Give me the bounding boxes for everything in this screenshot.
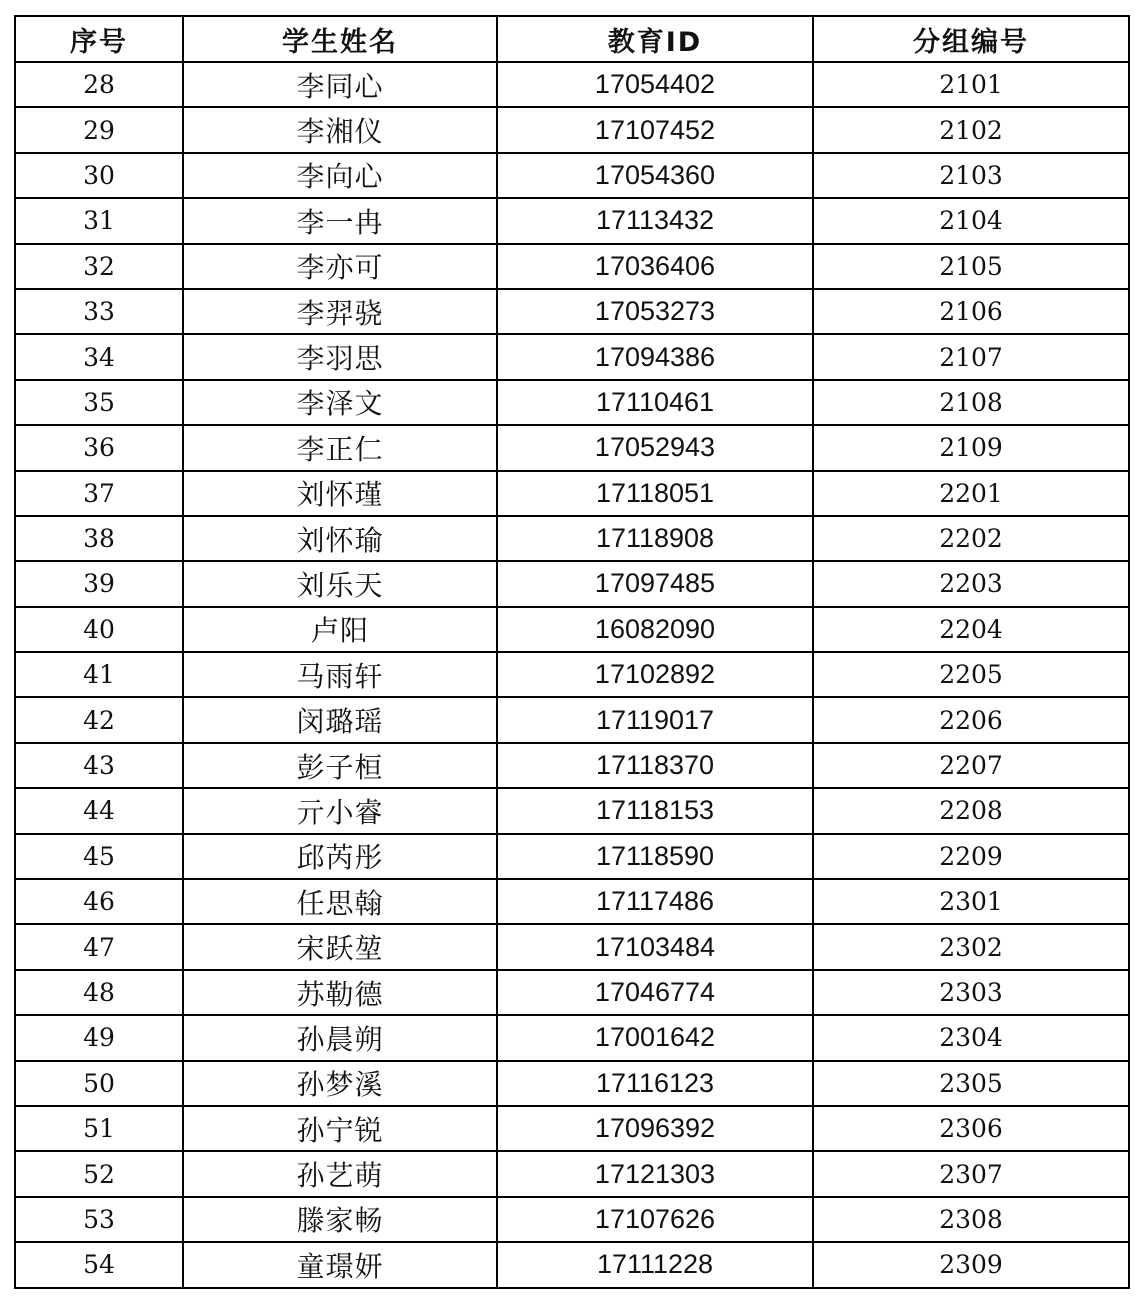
cell-seq: 39 <box>15 561 183 606</box>
cell-group-number: 2305 <box>813 1061 1129 1106</box>
table-row <box>15 471 1129 516</box>
table-row <box>15 697 1129 742</box>
cell-group-number: 2104 <box>813 198 1129 243</box>
table-row <box>15 1061 1129 1106</box>
cell-group-number: 2208 <box>813 788 1129 833</box>
header-group-number: 分组编号 <box>813 16 1129 62</box>
cell-seq: 40 <box>15 607 183 652</box>
cell-seq: 37 <box>15 471 183 516</box>
cell-group-number: 2101 <box>813 62 1129 107</box>
cell-education-id: 17113432 <box>497 198 813 243</box>
cell-seq: 36 <box>15 425 183 470</box>
cell-group-number: 2301 <box>813 879 1129 924</box>
cell-student-name: 闵璐瑶 <box>183 697 497 742</box>
header-education-id: 教育ID <box>497 16 813 62</box>
cell-group-number: 2205 <box>813 652 1129 697</box>
cell-seq: 32 <box>15 244 183 289</box>
table-row <box>15 1106 1129 1151</box>
table-row <box>15 107 1129 152</box>
cell-education-id: 17118908 <box>497 516 813 561</box>
cell-student-name: 李同心 <box>183 62 497 107</box>
cell-student-name: 刘怀瑜 <box>183 516 497 561</box>
cell-seq: 51 <box>15 1106 183 1151</box>
cell-seq: 33 <box>15 289 183 334</box>
cell-seq: 46 <box>15 879 183 924</box>
cell-education-id: 17118590 <box>497 834 813 879</box>
cell-student-name: 宋跃堃 <box>183 924 497 969</box>
cell-education-id: 17096392 <box>497 1106 813 1151</box>
cell-seq: 43 <box>15 743 183 788</box>
table-row <box>15 1151 1129 1196</box>
cell-group-number: 2202 <box>813 516 1129 561</box>
cell-student-name: 孙晨朔 <box>183 1015 497 1060</box>
table-row <box>15 289 1129 334</box>
cell-education-id: 17046774 <box>497 970 813 1015</box>
cell-student-name: 亓小睿 <box>183 788 497 833</box>
cell-group-number: 2204 <box>813 607 1129 652</box>
cell-seq: 45 <box>15 834 183 879</box>
cell-education-id: 17094386 <box>497 334 813 379</box>
cell-education-id: 17001642 <box>497 1015 813 1060</box>
cell-education-id: 17054402 <box>497 62 813 107</box>
cell-education-id: 17107452 <box>497 107 813 152</box>
cell-group-number: 2307 <box>813 1151 1129 1196</box>
cell-student-name: 滕家畅 <box>183 1197 497 1242</box>
cell-student-name: 孙宁锐 <box>183 1106 497 1151</box>
cell-seq: 47 <box>15 924 183 969</box>
student-roster-table <box>14 15 1130 1289</box>
table-row <box>15 244 1129 289</box>
cell-group-number: 2303 <box>813 970 1129 1015</box>
cell-student-name: 卢阳 <box>183 607 497 652</box>
table-row <box>15 607 1129 652</box>
table-header <box>15 16 1129 62</box>
cell-education-id: 17119017 <box>497 697 813 742</box>
cell-education-id: 17097485 <box>497 561 813 606</box>
cell-group-number: 2206 <box>813 697 1129 742</box>
table-row <box>15 425 1129 470</box>
table-row <box>15 380 1129 425</box>
cell-group-number: 2109 <box>813 425 1129 470</box>
cell-education-id: 17054360 <box>497 153 813 198</box>
table-row <box>15 561 1129 606</box>
cell-group-number: 2309 <box>813 1242 1129 1287</box>
cell-seq: 29 <box>15 107 183 152</box>
cell-student-name: 孙艺萌 <box>183 1151 497 1196</box>
table-row <box>15 924 1129 969</box>
cell-seq: 41 <box>15 652 183 697</box>
header-seq: 序号 <box>15 16 183 62</box>
header-student-name: 学生姓名 <box>183 16 497 62</box>
cell-education-id: 17111228 <box>497 1242 813 1287</box>
table-row <box>15 62 1129 107</box>
cell-education-id: 17110461 <box>497 380 813 425</box>
cell-student-name: 李泽文 <box>183 380 497 425</box>
table-row <box>15 153 1129 198</box>
cell-group-number: 2207 <box>813 743 1129 788</box>
cell-student-name: 童璟妍 <box>183 1242 497 1287</box>
cell-student-name: 李羿骁 <box>183 289 497 334</box>
cell-seq: 35 <box>15 380 183 425</box>
cell-seq: 52 <box>15 1151 183 1196</box>
cell-student-name: 李羽思 <box>183 334 497 379</box>
cell-group-number: 2203 <box>813 561 1129 606</box>
cell-group-number: 2306 <box>813 1106 1129 1151</box>
header-row <box>15 16 1129 62</box>
table-row <box>15 652 1129 697</box>
cell-group-number: 2102 <box>813 107 1129 152</box>
cell-group-number: 2308 <box>813 1197 1129 1242</box>
cell-seq: 28 <box>15 62 183 107</box>
cell-group-number: 2201 <box>813 471 1129 516</box>
cell-education-id: 17118370 <box>497 743 813 788</box>
cell-student-name: 李亦可 <box>183 244 497 289</box>
cell-group-number: 2107 <box>813 334 1129 379</box>
cell-student-name: 李一冉 <box>183 198 497 243</box>
cell-student-name: 任思翰 <box>183 879 497 924</box>
table-row <box>15 970 1129 1015</box>
cell-student-name: 彭子桓 <box>183 743 497 788</box>
cell-student-name: 李正仁 <box>183 425 497 470</box>
cell-student-name: 孙梦溪 <box>183 1061 497 1106</box>
cell-student-name: 李湘仪 <box>183 107 497 152</box>
cell-education-id: 17116123 <box>497 1061 813 1106</box>
cell-student-name: 马雨轩 <box>183 652 497 697</box>
cell-education-id: 17118153 <box>497 788 813 833</box>
cell-group-number: 2105 <box>813 244 1129 289</box>
cell-education-id: 17118051 <box>497 471 813 516</box>
table-row <box>15 1197 1129 1242</box>
table-row <box>15 334 1129 379</box>
cell-group-number: 2304 <box>813 1015 1129 1060</box>
cell-student-name: 刘怀瑾 <box>183 471 497 516</box>
cell-group-number: 2103 <box>813 153 1129 198</box>
cell-seq: 42 <box>15 697 183 742</box>
cell-seq: 49 <box>15 1015 183 1060</box>
table-row <box>15 198 1129 243</box>
cell-education-id: 17036406 <box>497 244 813 289</box>
cell-group-number: 2302 <box>813 924 1129 969</box>
cell-seq: 30 <box>15 153 183 198</box>
cell-education-id: 17053273 <box>497 289 813 334</box>
cell-group-number: 2106 <box>813 289 1129 334</box>
table-row <box>15 834 1129 879</box>
cell-education-id: 17107626 <box>497 1197 813 1242</box>
cell-seq: 48 <box>15 970 183 1015</box>
cell-group-number: 2209 <box>813 834 1129 879</box>
table-body <box>15 62 1129 1288</box>
cell-education-id: 17117486 <box>497 879 813 924</box>
cell-student-name: 刘乐天 <box>183 561 497 606</box>
table-row <box>15 788 1129 833</box>
cell-education-id: 16082090 <box>497 607 813 652</box>
cell-student-name: 邱芮彤 <box>183 834 497 879</box>
table-row <box>15 1242 1129 1287</box>
cell-seq: 54 <box>15 1242 183 1287</box>
cell-student-name: 李向心 <box>183 153 497 198</box>
cell-seq: 38 <box>15 516 183 561</box>
cell-seq: 50 <box>15 1061 183 1106</box>
cell-education-id: 17103484 <box>497 924 813 969</box>
table-row <box>15 879 1129 924</box>
table-row <box>15 1015 1129 1060</box>
cell-student-name: 苏勒德 <box>183 970 497 1015</box>
cell-seq: 31 <box>15 198 183 243</box>
cell-education-id: 17102892 <box>497 652 813 697</box>
cell-seq: 34 <box>15 334 183 379</box>
cell-seq: 44 <box>15 788 183 833</box>
cell-education-id: 17052943 <box>497 425 813 470</box>
table-row <box>15 743 1129 788</box>
cell-group-number: 2108 <box>813 380 1129 425</box>
table-row <box>15 516 1129 561</box>
cell-seq: 53 <box>15 1197 183 1242</box>
cell-education-id: 17121303 <box>497 1151 813 1196</box>
